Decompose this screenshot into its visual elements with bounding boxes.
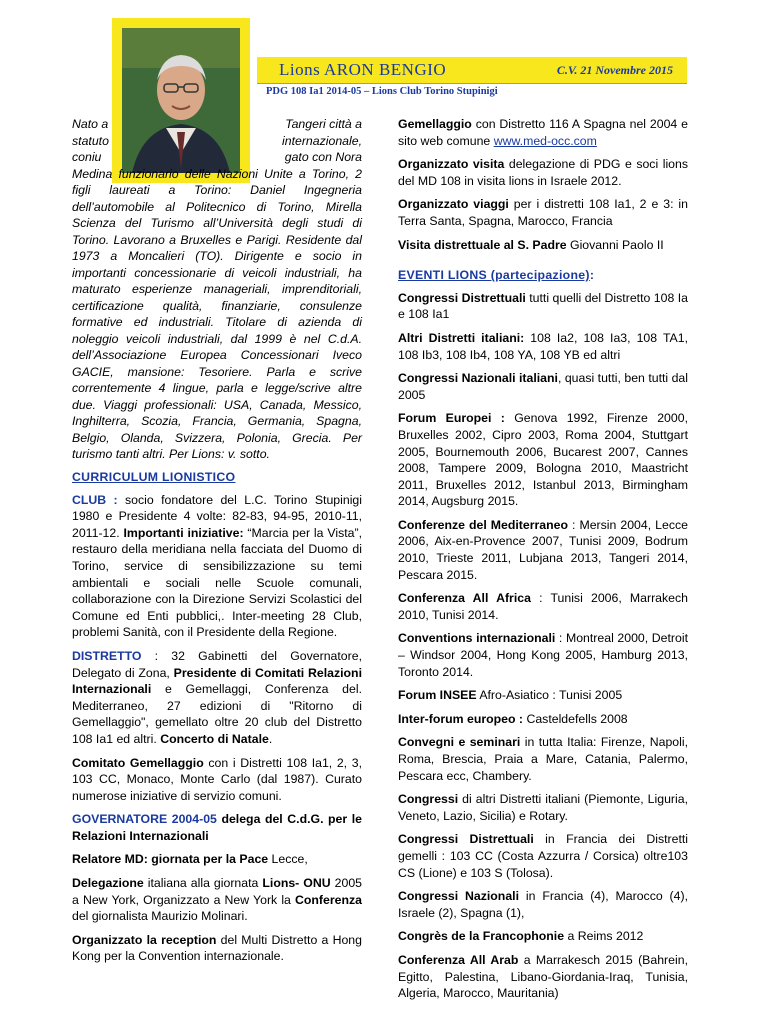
intro-line [72,149,362,166]
text: italiana alla giornata [143,876,263,891]
bold-text: Relatore MD [72,852,144,867]
reception-paragraph [72,932,362,965]
event-title: Inter-forum europeo : [398,711,524,726]
bold-text: delega del C.d.G. per le Relazioni Internazionali [72,812,362,843]
event-item [398,734,688,784]
intro-paragraph [72,116,362,463]
section-heading-eventi [398,267,688,284]
event-item [398,928,688,945]
heading-colon: : [589,268,595,283]
heading-text: EVENTI LIONS (partecipazione) [398,268,590,283]
event-title: Forum Europei : [398,411,505,426]
event-item [398,370,688,403]
intro-line [72,133,362,150]
event-text: tutti quelli del Distretto 108 Ia e 108 Ia1 [398,290,688,322]
governatore-paragraph [72,811,362,844]
text: “Marcia per la Vista”, restauro della meridiana nella facciata del Duomo di Torino, service di sensibilizzazione su temi ambientali e sociali nelle Scuole comunali, collaborazione con la Direzione Servizi Scolastici del Comune ed Enti pubblici,. Inter-meeting 28 Club, problemi Sanità, con il Presidente della Regione. [72,525,362,640]
text: 2005 a New York, Organizzato a New York la [72,876,362,907]
event-text: Genova 1992, Firenze 2000, Bruxelles 2002, Cipro 2003, Roma 2004, Stuttgart 2005, Bournemouth 2006, Bucarest 2007, Cannes 2008, Tampere 2009, Bologna 2010, Maastricht 2011, Bruxelles 2012, Istanbul 2013, Birmingham 2014, Augsburg 2015. [398,411,688,509]
comitato-paragraph [72,755,362,805]
event-title: Congrès de la Francophonie [398,929,565,944]
header-banner [257,57,687,84]
bold-text: Concerto di Natale [160,731,269,746]
event-item [398,791,688,824]
text: : 32 Gabinetti del Governatore, Delegato di Zona, [72,648,362,680]
viaggi-paragraph [398,196,688,229]
event-title: Conferenza All Africa [398,591,531,606]
event-title: Conferenze del Mediterraneo [398,517,568,532]
text: Lecce, [268,852,308,867]
event-title: Congressi Nazionali italiani [398,371,558,386]
delegazione-paragraph [72,875,362,925]
event-text: Afro-Asiatico : Tunisi 2005 [476,688,623,703]
bold-text: Organizzato viaggi [398,197,509,212]
event-text: Casteldefells 2008 [523,711,628,726]
event-item [398,330,688,363]
bold-text: Presidente di Comitati Relazioni Internazionali [72,665,362,697]
left-column [72,457,362,972]
event-title: Congressi Distrettuali [398,832,534,847]
intro-text: internazionale, [282,133,362,148]
event-title: Congressi Nazionali [398,889,519,904]
intro-text: gato con Nora [284,150,362,164]
relatore-paragraph [72,851,362,868]
bold-text: Visita distrettuale al S. Padre [398,237,567,252]
gemellaggio-paragraph [398,116,688,149]
intro-text: coniu [72,150,102,164]
event-item [398,290,688,323]
label: CLUB : [72,492,118,507]
visita-paragraph [398,156,688,189]
bold-text: Lions- ONU [262,876,331,891]
events-list [398,290,688,1002]
bold-text: Delegazione [72,876,144,891]
event-item [398,687,688,704]
bold-text: Comitato Gemellaggio [72,755,204,770]
right-column [398,116,688,1009]
event-text: in Francia (4), Marocco (4), Israele (2), Spagna (1), [398,889,689,920]
event-item [398,410,688,510]
intro-text: Nato a [72,117,109,131]
header-cv-date: C.V. 21 Novembre 2015 [556,63,673,77]
distretto-paragraph: DISTRETTO : 32 Gabinetti del Governatore, Delegato di Zona, Presidente di Comitati Relazioni Internazionali e Gemellaggi, Conferenza del. Mediterraneo, 27 edizioni di "Ritorno di Gemellaggio", gemellato oltre 20 club del Distretto 108 Ia1 ed altri. Concerto di Natale. [72,648,362,746]
event-item [398,888,688,921]
event-item [398,831,688,881]
text: socio fondatore del L.C. Torino Stupinigi 1980 e Presidente 4 volte: 82-83, 94-95, 2010-11, 2011-12. [72,492,362,540]
text: delegazione di PDG e soci lions del MD 108 in visita lions in Israele 2012. [398,157,688,188]
event-item [398,517,688,583]
intro-text: Tangeri città a [285,117,362,131]
event-text: a Marrakesch 2015 (Bahrein, Egitto, Palestina, Libano-Giordania-Iraq, Tunisia, Algeria, Marocco, Mauritania) [398,952,688,1001]
website-link[interactable]: www.med-occ.com [493,133,597,148]
event-title: Conventions internazionali [398,631,556,646]
bold-text: Gemellaggio [398,117,472,131]
text: del Multi Distretto a Hong Kong per la Convention internazionale. [72,932,362,964]
event-text: , quasi tutti, ben tutti dal 2005 [398,371,688,402]
bold-text: Organizzato visita [398,157,505,172]
bold-text: : giornata per la Pace [143,852,269,867]
section-heading-curriculum: CURRICULUM LIONISTICO [72,470,236,484]
header-subtitle: PDG 108 Ia1 2014-05 – Lions Club Torino Stupinigi [266,86,498,97]
intro-text: statuto [72,133,109,148]
text: Giovanni Paolo II [566,237,664,252]
event-title: Altri Distretti italiani: [398,330,525,345]
event-title: Congressi Distrettuali [398,290,526,305]
event-text: : Montreal 2000, Detroit – Windsor 2004, Hong Kong 2005, Hamburg 2013, Toronto 2014. [398,631,688,679]
event-item [398,952,688,1002]
text: e Gemellaggi, Conferenza del. Mediterraneo, 27 edizioni di "Ritorno di Gemellaggio", gemellato oltre 20 club del Distretto 108 Ia1 ed altri. [72,682,362,746]
label: GOVERNATORE 2004-05 [72,812,217,827]
bold-text: Organizzato la reception [72,932,217,947]
event-text: di altri Distretti italiani (Piemonte, Liguria, Veneto, Lazio, Sicilia) e Rotary. [398,792,688,823]
event-text: a Reims 2012 [564,929,644,944]
event-item [398,630,688,680]
event-title: Forum INSEE [398,688,477,703]
club-paragraph [72,492,362,641]
bold-text: Conferenza [295,892,362,907]
padre-paragraph [398,237,688,254]
event-title: Convegni e seminari [398,735,521,750]
text: con Distretto 116 A Spagna nel 2004 e sito web comune [398,117,688,148]
event-text: in Francia dei Distretti gemelli : 103 CC (Costa Azzurra / Corsica) oltre103 CS (Lione) e 103 S (Tolosa). [398,832,689,880]
intro-body: Medina funzionario delle Nazioni Unite a Torino, 2 figli laureati a Torino: Daniel Ingegneria dell’automobile al Politecnico di Torino, Mirella Scienza del Turismo all’Università degli studi di Torino. Lavorano a Bruxelles e Parigi. Residente dal 1973 a Moncalieri (TO). Dirigente e socio in importanti concessionarie di veicoli industriali, ha maturato esperienze manageriali, imprenditoriali, certificazione qualità, finanziarie, consulenze formative ed industriali. Titolare di azienda di noleggio veicoli industriali, dal 1999 è nel C.d.A. dell’Associazione Europea Concessionari Iveco GACIE, mansione: Tesoriere. Parla e scrive correntemente 4 lingue, parla e legge/scrive altre due. Viaggi professionali: USA, Canada, Messico, Inghilterra, Scozia, Francia, Germania, Spagna, Belgio, Olanda, Svizzera, Polonia, Grecia. Per turismo tanti altri. Per Lions: v. sotto. [72,166,362,461]
event-item [398,590,688,623]
text: con i Distretti 108 Ia1, 2, 3, 103 CC, Monaco, Monte Carlo (dal 1987). Curato numerose iniziative di servizio comuni. [72,755,362,803]
event-text: : Mersin 2004, Lecce 2006, Aix-en-Provence 2007, Tunisi 2009, Bodrum 2010, Trieste 2011, Lubjana 2013, Tangeri 2014, Pescara 2015. [398,517,688,582]
event-title: Congressi [398,792,459,807]
event-text: 108 Ia2, 108 Ia3, 108 TA1, 108 Ib3, 108 Ib4, 108 YA, 108 YB ed altri [398,330,689,362]
bold-text: Importanti iniziative: [123,525,244,540]
event-title: Conferenza All Arab [398,952,519,967]
event-text: : Tunisi 2006, Marrakech 2010, Tunisi 2014. [398,591,688,622]
text: per i distretti 108 Ia1, 2 e 3: in Terra Santa, Spagna, Marocco, Francia [398,197,689,228]
label: DISTRETTO [72,648,142,663]
header-title: Lions ARON BENGIO [279,60,447,79]
event-text: in tutta Italia: Firenze, Napoli, Roma, Brescia, Praia a Mare, Catania, Palermo, Pescara ecc, Chambery. [398,735,689,783]
event-item [398,711,688,728]
text: del giornalista Maurizio Molinari. [72,909,248,924]
intro-line [72,116,362,133]
